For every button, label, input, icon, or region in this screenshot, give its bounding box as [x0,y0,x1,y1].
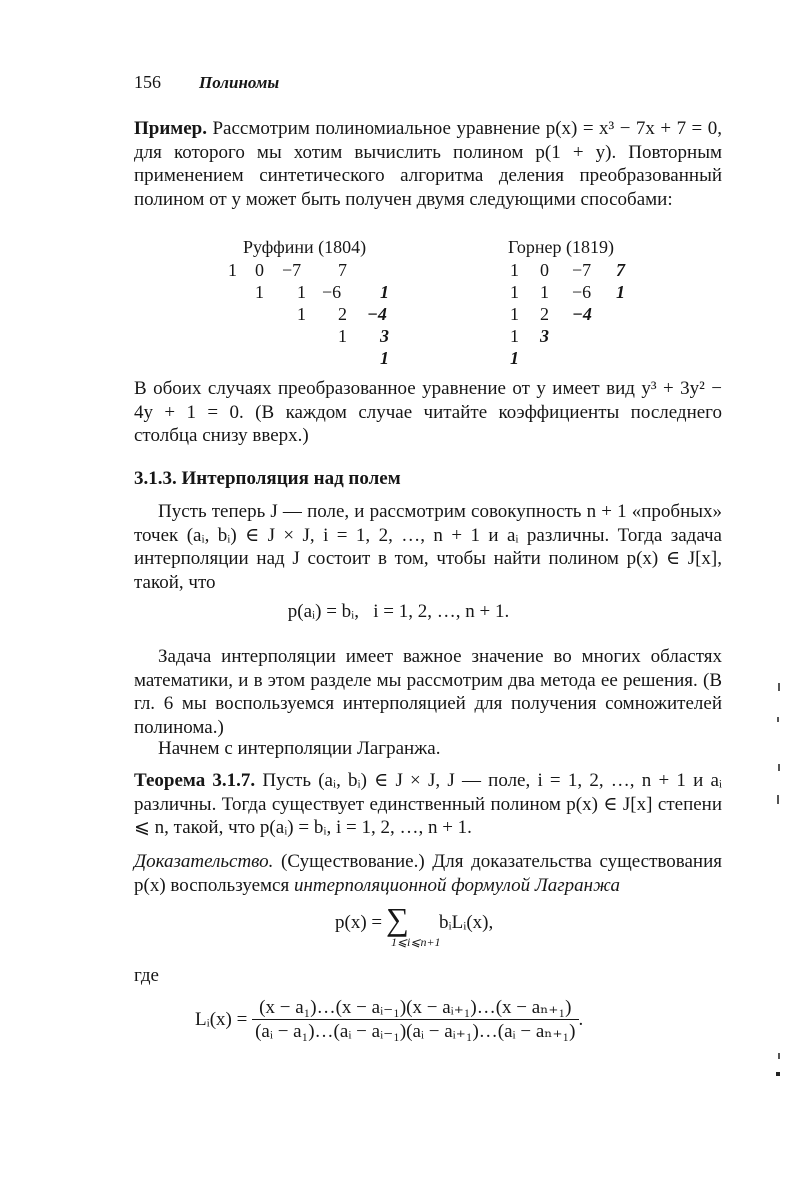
scan-speck [778,764,780,771]
section-paragraph-1: Пусть теперь J — поле, и рассмотрим совокупность n + 1 «пробных» точек (aᵢ, bᵢ) ∈ J × J, i = 1, 2, …, n + 1 и aᵢ различны. Тогда задача интерполяции над J состоит в том, чтобы найти полином p(x) ∈ J[x], такой, что [134,501,722,593]
equation-interpolation-text: p(aᵢ) = bᵢ, i = 1, 2, …, n + 1. [287,601,510,622]
horner-cell: 1 [510,260,519,280]
horner-cell: 1 [510,282,519,302]
horner-cell: −7 [572,260,592,280]
horner-cell: 1 [540,282,549,302]
theorem-paragraph [134,769,722,840]
ruffini-cell: −7 [282,260,302,280]
ruffini-cell: 1 [380,282,389,302]
formula-summand: bᵢLᵢ(x), [439,912,494,933]
basis-tail: . [578,1009,584,1030]
proof-label: Доказательство. [134,851,274,872]
horner-cell: 7 [616,260,625,280]
fraction-denominator: (aᵢ − a₁)…(aᵢ − aᵢ₋₁)(aᵢ − aᵢ₊₁)…(aᵢ − aₙ₊₁) [255,1021,576,1042]
formula-lhs: p(x) = [335,912,383,933]
equation-interpolation [0,601,797,623]
example-label: Пример. [134,118,207,139]
ruffini-cell: 1 [380,348,389,368]
section-paragraph-3: Начнем с интерполяции Лагранжа. [158,738,441,759]
section-title: Интерполяция над полем [181,468,401,489]
ruffini-cell: 1 [228,260,237,280]
horner-cell: 2 [540,304,549,324]
horner-cell: −6 [572,282,592,302]
section-heading [134,469,401,488]
ruffini-cell: −6 [322,282,342,302]
ruffini-cell: 1 [297,304,306,324]
ruffini-cell: 1 [297,282,306,302]
ruffini-cell: −4 [367,304,387,324]
page-number: 156 [134,72,161,92]
fraction-numerator: (x − a₁)…(x − aᵢ₋₁)(x − aᵢ₊₁)…(x − aₙ₊₁) [252,998,578,1020]
section-number: 3.1.3. [134,468,177,489]
horner-cell: 1 [510,326,519,346]
horner-title: Горнер (1819) [508,237,614,257]
running-title: Полиномы [199,73,280,92]
where-word: где [134,965,159,986]
sum-symbol: ∑ [386,901,409,937]
scan-speck [777,795,779,804]
example-text: Рассмотрим полиномиальное уравнение p(x) = x³ − 7x + 7 = 0, для которого мы хотим вычислить полином p(1 + y). Повторным применением синтетического алгоритма деления преобразованный полином от y может быть получен двумя следующими способами: [134,118,723,210]
ruffini-title: Руффини (1804) [243,237,367,257]
horner-cell: −4 [572,304,592,324]
ruffini-cell: 1 [255,282,264,302]
proof-emphasis: интерполяционной формулой Лагранжа [293,874,621,896]
horner-cell: 1 [616,282,625,302]
scan-speck [778,683,780,691]
scan-speck [776,1072,780,1076]
ruffini-cell: 7 [338,260,347,280]
horner-cell: 1 [510,304,519,324]
after-example-paragraph: В обоих случаях преобразованное уравнение от y имеет вид y³ + 3y² − 4y + 1 = 0. (В каждом случае читайте коэффициенты последнего столбца снизу вверх.) [134,378,722,446]
ruffini-cell: 3 [380,326,389,346]
ruffini-cell: 2 [338,304,347,324]
basis-fraction [252,998,578,1041]
ruffini-cell: 1 [338,326,347,346]
theorem-label: Теорема 3.1.7. [134,770,256,791]
horner-cell: 0 [540,260,549,280]
example-paragraph [134,117,722,211]
equation-basis-polynomial [195,998,583,1041]
horner-cell: 1 [510,348,519,368]
scan-speck [778,1053,780,1059]
proof-text: (Существование.) Для доказательства существования p(x) воспользуемся [134,851,722,896]
sum-index: 1⩽i⩽n+1 [391,935,441,949]
proof-paragraph [134,850,722,897]
scan-speck [777,717,779,722]
ruffini-cell: 0 [255,260,264,280]
basis-lhs: Lᵢ(x) = [195,1009,248,1030]
section-paragraph-2: Задача интерполяции имеет важное значение во многих областях математики, и в этом разделе мы рассмотрим два метода ее решения. (В гл. 6 мы воспользуемся интерполяцией для получения сомножителей полинома.) [134,646,722,738]
horner-cell: 3 [540,326,549,346]
theorem-text: Пусть (aᵢ, bᵢ) ∈ J × J, J — поле, i = 1, 2, …, n + 1 и aᵢ различны. Тогда существует единственный полином p(x) ∈ J[x] степени ⩽ n, такой, что p(aᵢ) = bᵢ, i = 1, 2, …, n + 1. [134,770,722,838]
